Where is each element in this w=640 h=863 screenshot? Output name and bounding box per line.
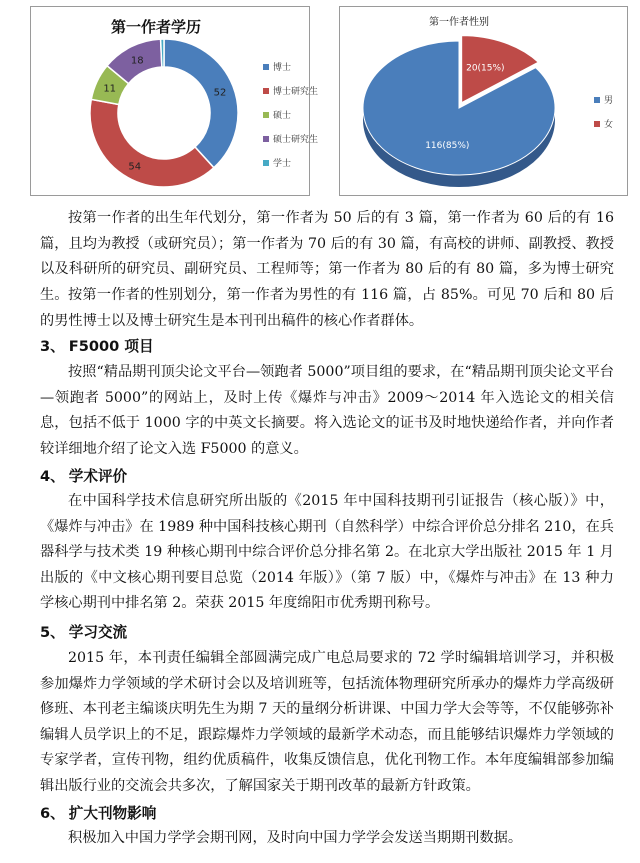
paragraph-f5000: 按照“精品期刊顶尖论文平台—领跑者 5000”项目组的要求，在“精品期刊顶尖论文平台—领跑者 5000”的网站上，及时上传《爆炸与冲击》2009～2014 年入选论文的相关信息，包括不低于 1000 字的中英文长摘要。将入选论文的证书及时地快递给作者，并向作者较详细地介绍了论文入选 F5000 的意义。 — [40, 364, 614, 457]
legend-swatch — [594, 121, 600, 127]
section-heading-f5000 — [40, 334, 154, 359]
section-title: 学术评价 — [68, 468, 128, 485]
donut-slice — [164, 39, 238, 168]
legend-label: 女 — [604, 120, 614, 130]
section-number: 5、 — [40, 624, 65, 641]
donut-slice — [90, 99, 214, 187]
chart-title: 第一作者性别 — [429, 17, 489, 28]
data-label: 52 — [213, 87, 227, 99]
legend-label: 学士 — [273, 159, 292, 169]
data-label: 116(85%) — [425, 140, 470, 151]
data-label: 54 — [128, 161, 142, 173]
donut-slice — [161, 39, 164, 67]
section-number: 3、 — [40, 338, 65, 355]
legend-label: 硕士 — [273, 111, 292, 121]
legend-label: 男 — [604, 96, 614, 106]
paragraph-evaluation: 在中国科学技术信息研究所出版的《2015 年中国科技期刊引证报告（核心版）》中，《爆炸与冲击》在 1989 种中国科技核心期刊（自然科学）中综合评价总分排名 210，在兵器科学与技术类 19 种核心期刊中综合评价总分排名第 2。在北京大学出版社 2015 年 1 月出版的《中文核心期刊要目总览（2014 年版）》（第 7 版）中，《爆炸与冲击》在 13 种力学核心期刊中排名第 2。荣获 2015 年度绵阳市优秀期刊称号。 — [40, 493, 614, 611]
gender-chart-panel — [339, 6, 628, 196]
legend-label: 硕士研究生 — [273, 135, 319, 145]
gender-pie-chart — [340, 7, 629, 197]
legend-swatch — [263, 160, 269, 166]
data-label: 20(15%) — [466, 63, 505, 74]
chart-title: 第一作者学历 — [110, 18, 202, 36]
section-heading-evaluation — [40, 464, 127, 489]
section-number: 6、 — [40, 805, 65, 822]
legend-swatch — [263, 112, 269, 118]
paragraph-exchange: 2015 年，本刊责任编辑全部圆满完成广电总局要求的 72 学时编辑培训学习，并积极参加爆炸力学领域的学术研讨会以及培训班等，包括流体物理研究所承办的爆炸力学高级研修班、本刊老主编谈庆明先生为期 7 天的量纲分析讲课、中国力学大会等等，不仅能够弥补编辑人员学识上的不足，跟踪爆炸力学领域的最新学术动态，而且能够结识爆炸力学领域的专家学者，宣传刊物，组约优质稿件，收集反馈信息，优化刊物工作。本年度编辑部参加编辑出版行业的交流会共多次，了解国家关于期刊改革的最新方针政策。 — [40, 650, 614, 794]
data-label: 18 — [130, 55, 144, 67]
paragraph-influence: 积极加入中国力学学会期刊网，及时向中国力学学会发送当期期刊数据。 — [68, 830, 523, 846]
data-label: 11 — [103, 83, 117, 95]
section-heading-influence — [40, 801, 156, 826]
section-title: 学习交流 — [68, 624, 128, 641]
section-heading-exchange — [40, 620, 127, 645]
legend-label: 博士 — [273, 63, 292, 73]
legend-swatch — [263, 88, 269, 94]
legend-swatch — [263, 136, 269, 142]
legend-swatch — [263, 64, 269, 70]
section-title: F5000 项目 — [68, 338, 154, 355]
education-donut-chart — [31, 7, 319, 197]
education-chart-panel — [30, 6, 319, 196]
paragraph-gender: 按第一作者的性别划分，第一作者为男性的有 116 篇，占 85%。可见 70 后和 80 后的男性博士以及博士研究生是本刊刊出稿件的核心作者群体。 — [40, 287, 614, 329]
paragraph-birth-decade: 按第一作者的出生年代划分，第一作者为 50 后的有 3 篇，第一作者为 60 后的有 16 篇，且均为教授（或研究员）；第一作者为 70 后的有 30 篇，有高校的讲师、副教授、教授以及科研所的研究员、副研究员、工程师等；第一作者为 80 后的有 80 篇，多为博士研究生。 — [40, 210, 614, 303]
legend-label: 博士研究生 — [273, 87, 319, 97]
section-number: 4、 — [40, 468, 65, 485]
section-title: 扩大刊物影响 — [68, 805, 157, 822]
legend-swatch — [594, 97, 600, 103]
